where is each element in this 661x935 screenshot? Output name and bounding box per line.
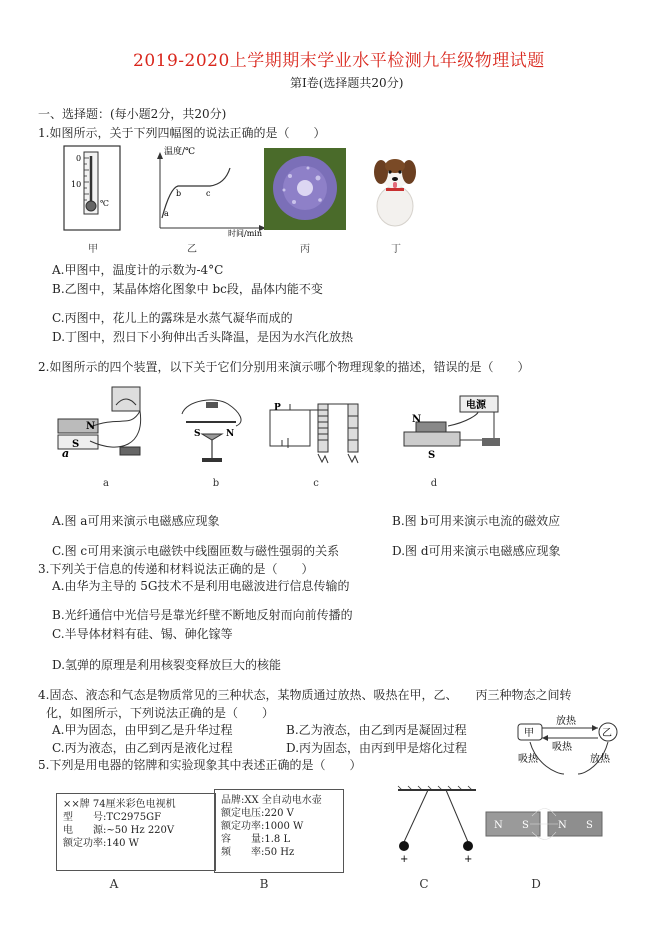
melting-graph (150, 148, 270, 236)
q3-option-c: C.半导体材料有硅、锡、砷化镓等 (52, 627, 233, 641)
q2-stem: 2.如图所示的四个装置，以下关于它们分别用来演示哪个物理现象的描述，错误的是（ ） (38, 360, 530, 374)
q5-stem: 5.下列是用电器的铭牌和实验现象其中表述正确的是（ ） (38, 758, 362, 772)
fig-a-s: S (72, 439, 80, 450)
q1-fig-label-bing: 丙 (300, 244, 310, 255)
charged-balls-figure (382, 786, 492, 866)
q2-figure-b (176, 392, 256, 464)
q2-fig-label-b: b (212, 478, 220, 489)
tv-plate-line: ××牌 74厘米彩色电视机 (63, 799, 176, 810)
q5-fig-label-d: D (531, 877, 541, 891)
graph-point-b: b (176, 189, 182, 198)
q5-fig-label-a: A (109, 877, 119, 891)
state-fangre-right: 放热 (590, 754, 610, 765)
section-heading: 一、选择题：(每小题2分，共20分) (38, 107, 227, 121)
q5-fig-label-c: C (419, 877, 429, 891)
kettle-plate-line: 频 率:50 Hz (221, 847, 295, 858)
graph-ylabel: 温度/℃ (164, 147, 196, 157)
q4-stem-line1: 4.固态、液态和气态是物质常见的三种状态，某物质通过放热、吸热在甲，乙、 丙三种物态之间转 (38, 688, 572, 702)
q1-option-d: D.丁图中，烈日下小狗伸出舌头降温，是因为水汽化放热 (52, 330, 354, 344)
kettle-plate-line: 额定电压:220 V (221, 808, 294, 819)
q2-option-d: D.图 d可用来演示电磁感应现象 (392, 544, 561, 558)
q2-figure-d (398, 392, 518, 464)
state-change-diagram (516, 714, 626, 786)
ball-left-sign: + (400, 854, 409, 865)
state-fangre-top: 放热 (556, 716, 576, 727)
magnet-left-s: S (522, 820, 529, 831)
q2-fig-label-d: d (430, 478, 438, 489)
q3-stem: 3.下列关于信息的传递和材料说法正确的是（ ） (38, 562, 314, 576)
q2-fig-label-a: a (103, 478, 109, 489)
fig-d-power: 电源 (466, 400, 486, 411)
q3-option-a: A.由华为主导的 5G技术不是利用电磁波进行信息传输的 (52, 579, 350, 593)
q1-option-b: B.乙图中，某晶体熔化图象中 bc段，晶体内能不变 (52, 282, 323, 296)
q4-option-b: B.乙为液态，由乙到丙是凝固过程 (286, 723, 467, 737)
q1-fig-label-ding: 丁 (391, 244, 401, 255)
fig-a-a: a (62, 447, 70, 460)
tv-plate-line: 电 源:~50 Hz 220V (63, 825, 175, 836)
q2-option-c: C.图 c可用来演示电磁铁中线圈匝数与磁性强弱的关系 (52, 544, 340, 558)
thermo-tick-0: 0 (76, 154, 82, 163)
q4-option-d: D.丙为固态，由丙到甲是熔化过程 (286, 741, 468, 755)
q1-option-c: C.丙图中，花儿上的露珠是水蒸气凝华而成的 (52, 311, 293, 325)
q1-fig-label-yi: 乙 (187, 244, 197, 255)
tv-plate-line: 型 号:TC2975GF (63, 812, 162, 823)
state-xire-left: 吸热 (518, 754, 538, 765)
fig-b-n: N (226, 429, 235, 439)
q4-option-a: A.甲为固态，由甲到乙是升华过程 (52, 723, 233, 737)
q2-fig-label-c: c (313, 478, 319, 489)
q4-option-c: C.丙为液态，由乙到丙是液化过程 (52, 741, 233, 755)
graph-xlabel: 时间/min (228, 229, 262, 238)
q2-option-a: A.图 a可用来演示电磁感应现象 (52, 514, 220, 528)
q4-stem-line2: 化，如图所示，下列说法正确的是（ ） (46, 706, 275, 720)
thermometer-figure (62, 142, 124, 234)
q1-option-a: A.甲图中，温度计的示数为-4°C (52, 263, 224, 277)
kettle-plate-line: 品牌:XX 全自动电水壶 (221, 795, 322, 806)
fig-d-s: S (428, 450, 436, 461)
q1-fig-label-jia: 甲 (88, 244, 98, 255)
fig-b-s: S (194, 429, 201, 439)
thermo-unit: ℃ (100, 199, 109, 208)
fig-a-n: N (86, 421, 96, 432)
fig-c-p: P (274, 403, 281, 413)
ball-right-sign: + (464, 854, 473, 865)
q3-option-b: B.光纤通信中光信号是靠光纤壁不断地反射而向前传播的 (52, 608, 353, 622)
puppy-photo (364, 148, 426, 230)
state-yi: 乙 (602, 728, 612, 739)
graph-point-c: c (206, 189, 211, 198)
q3-option-d: D.氢弹的原理是利用核裂变释放巨大的核能 (52, 658, 282, 672)
tv-nameplate (56, 793, 216, 871)
state-jia: 甲 (524, 728, 534, 739)
q1-stem: 1.如图所示，关于下列四幅图的说法正确的是（ ） (38, 126, 326, 140)
q2-option-b: B.图 b可用来演示电流的磁效应 (392, 514, 561, 528)
page-title: 2019-2020上学期期末学业水平检测九年级物理试题 (133, 51, 545, 71)
morning-glory-dew-photo (264, 148, 346, 230)
state-xire-middle: 吸热 (552, 742, 572, 753)
fig-d-n: N (412, 414, 422, 425)
q2-figure-c (262, 396, 372, 468)
kettle-plate-line: 额定功率:1000 W (221, 821, 304, 832)
q5-fig-label-b: B (259, 877, 269, 891)
magnet-left-n: N (494, 820, 503, 831)
thermo-tick-10: 10 (71, 180, 82, 189)
magnet-right-s: S (586, 820, 593, 831)
q2-figure-a (50, 385, 160, 465)
page-subtitle: 第Ⅰ卷(选择题共20分) (290, 76, 404, 90)
tv-plate-line: 额定功率:140 W (63, 838, 139, 849)
magnet-right-n: N (558, 820, 567, 831)
graph-point-a: a (164, 209, 169, 218)
kettle-plate-line: 容 量:1.8 L (221, 834, 291, 845)
magnets-figure (486, 806, 604, 846)
kettle-nameplate (214, 789, 344, 873)
